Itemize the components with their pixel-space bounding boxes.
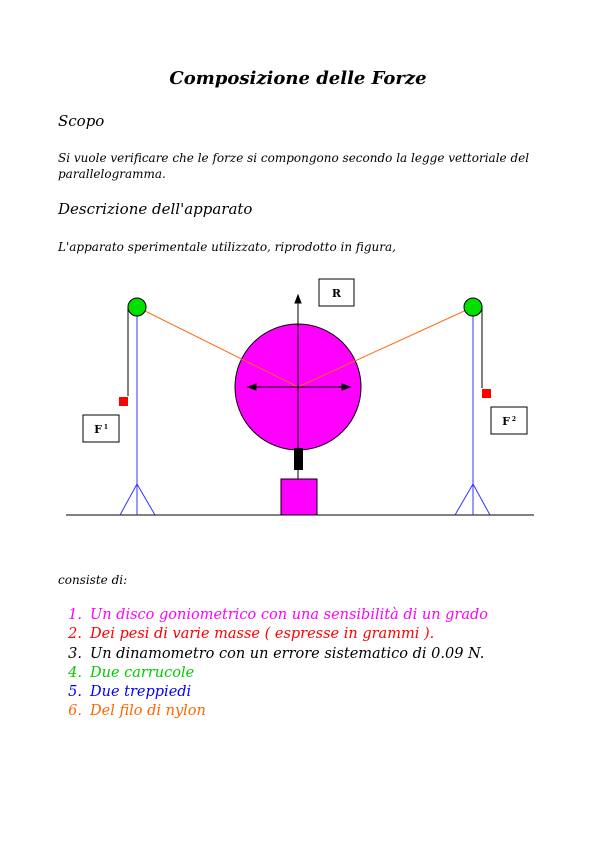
list-item: 6. Del filo di nylon xyxy=(68,703,206,720)
dynamometer xyxy=(294,448,303,470)
scope-text: Si vuole verificare che le forze si compongono secondo la legge vettoriale del parallelogramma. xyxy=(58,151,530,181)
left-tripod xyxy=(120,306,155,515)
list-item: 5. Due treppiedi xyxy=(68,684,192,701)
left-weight xyxy=(119,397,128,406)
label-f1: F xyxy=(94,423,102,436)
description-text: L'apparato sperimentale utilizzato, riprodotto in figura, xyxy=(58,240,396,254)
label-f1-box xyxy=(83,415,119,442)
right-weight xyxy=(482,389,491,398)
label-f2-box xyxy=(491,407,527,434)
label-r: R xyxy=(331,287,342,300)
label-f2: F xyxy=(502,415,510,428)
label-f2-sup: 2 xyxy=(511,416,517,423)
page-title: Composizione delle Forze xyxy=(169,68,427,89)
list-item: 3. Un dinamometro con un errore sistematico di 0.09 N. xyxy=(68,645,485,662)
scope-heading: Scopo xyxy=(58,112,105,130)
right-tripod xyxy=(455,306,490,515)
apparatus-figure xyxy=(0,270,596,520)
materials-list xyxy=(60,606,488,722)
list-item: 1. Un disco goniometrico con una sensibilità di un grado xyxy=(68,607,489,623)
label-r-box xyxy=(319,279,354,306)
description-heading: Descrizione dell'apparato xyxy=(58,200,253,218)
base-block xyxy=(281,479,317,515)
right-pulley xyxy=(464,298,482,316)
label-f1-sup: 1 xyxy=(103,424,109,431)
list-item: 2. Dei pesi di varie masse ( espresse in grammi ). xyxy=(68,626,435,643)
list-item: 4. Due carrucole xyxy=(68,664,195,681)
consists-text: consiste di: xyxy=(58,573,128,587)
left-pulley xyxy=(128,298,146,316)
